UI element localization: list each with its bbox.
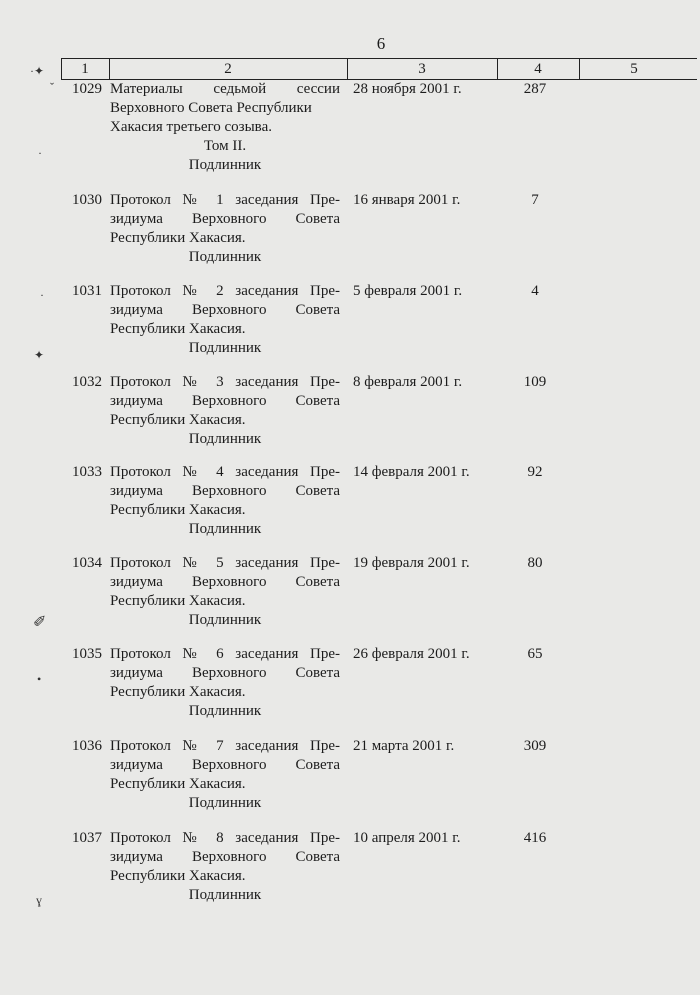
record-number: 1035 <box>72 646 102 662</box>
record-number: 1029 <box>72 81 102 97</box>
original-label: Подлинник <box>188 340 262 356</box>
record-number: 1030 <box>72 192 102 208</box>
original-label: Подлинник <box>188 887 262 903</box>
record-description <box>110 191 340 267</box>
header-col-3: 3 <box>418 61 426 77</box>
description-line: Республики Хакасия. <box>110 321 246 337</box>
header-col-2: 2 <box>224 61 232 77</box>
original-label: Подлинник <box>188 703 262 719</box>
record-pages: 80 <box>527 555 543 571</box>
scan-speck: · <box>38 146 42 160</box>
description-line: Протокол № 7 заседания Пре- <box>110 738 340 754</box>
description-line: Протокол № 2 заседания Пре- <box>110 283 340 299</box>
record-pages: 109 <box>523 374 547 390</box>
record-number: 1036 <box>72 738 102 754</box>
record-pages: 7 <box>531 192 539 208</box>
original-label: Подлинник <box>188 249 262 265</box>
description-line: зидиума Верховного Совета <box>110 211 340 227</box>
description-line: Республики Хакасия. <box>110 593 246 609</box>
volume-label: Том II. <box>203 138 247 154</box>
record-date: 19 февраля 2001 г. <box>353 555 470 571</box>
description-line: Протокол № 6 заседания Пре- <box>110 646 340 662</box>
description-line: Республики Хакасия. <box>110 684 246 700</box>
description-line: зидиума Верховного Совета <box>110 849 340 865</box>
header-col-5: 5 <box>630 61 638 77</box>
original-label: Подлинник <box>188 795 262 811</box>
record-pages: 92 <box>527 464 543 480</box>
description-line: Республики Хакасия. <box>110 502 246 518</box>
record-number: 1037 <box>72 830 102 846</box>
description-line: зидиума Верховного Совета <box>110 302 340 318</box>
scan-speck: ✐ <box>33 614 47 631</box>
record-description <box>110 282 340 358</box>
original-label: Подлинник <box>188 521 262 537</box>
record-date: 28 ноября 2001 г. <box>353 81 462 97</box>
header-col-4: 4 <box>534 61 542 77</box>
record-pages: 4 <box>531 283 539 299</box>
scan-speck: ɣ <box>36 893 42 907</box>
record-date: 21 марта 2001 г. <box>353 738 455 754</box>
description-line: Протокол № 4 заседания Пре- <box>110 464 340 480</box>
description-line: Республики Хакасия. <box>110 868 246 884</box>
record-description <box>110 373 340 449</box>
table-header <box>61 58 697 80</box>
original-label: Подлинник <box>188 431 262 447</box>
description-line: зидиума Верховного Совета <box>110 483 340 499</box>
description-line: Протокол № 5 заседания Пре- <box>110 555 340 571</box>
description-line: Материалы седьмой сессии <box>110 81 340 97</box>
description-line: зидиума Верховного Совета <box>110 757 340 773</box>
scan-speck: ·✦ <box>30 64 45 78</box>
description-line: Протокол № 3 заседания Пре- <box>110 374 340 390</box>
description-line: Республики Хакасия. <box>110 230 246 246</box>
record-date: 16 января 2001 г. <box>353 192 461 208</box>
scan-speck: ✦ <box>34 348 45 362</box>
record-description <box>110 737 340 813</box>
record-number: 1033 <box>72 464 102 480</box>
record-date: 10 апреля 2001 г. <box>353 830 461 846</box>
scan-speck: ˇ <box>50 80 54 94</box>
original-label: Подлинник <box>188 157 262 173</box>
scan-speck: • <box>37 672 42 686</box>
record-pages: 287 <box>523 81 547 97</box>
record-pages: 309 <box>523 738 547 754</box>
record-number: 1032 <box>72 374 102 390</box>
description-line: Протокол № 8 заседания Пре- <box>110 830 340 846</box>
description-line: Республики Хакасия. <box>110 776 246 792</box>
record-number: 1031 <box>72 283 102 299</box>
record-date: 14 февраля 2001 г. <box>353 464 470 480</box>
description-line: зидиума Верховного Совета <box>110 393 340 409</box>
record-date: 5 февраля 2001 г. <box>353 283 463 299</box>
description-line: Республики Хакасия. <box>110 412 246 428</box>
description-line: зидиума Верховного Совета <box>110 574 340 590</box>
description-line: Верховного Совета Республики <box>110 100 312 116</box>
record-number: 1034 <box>72 555 102 571</box>
original-label: Подлинник <box>188 612 262 628</box>
page-number: 6 <box>376 34 386 53</box>
description-line: зидиума Верховного Совета <box>110 665 340 681</box>
record-description <box>110 80 340 175</box>
header-col-1: 1 <box>81 61 89 77</box>
record-pages: 65 <box>527 646 543 662</box>
scan-speck: · <box>40 288 44 302</box>
description-line: Хакасия третьего созыва. <box>110 119 272 135</box>
record-pages: 416 <box>523 830 547 846</box>
record-description <box>110 645 340 721</box>
record-date: 26 февраля 2001 г. <box>353 646 470 662</box>
record-description <box>110 463 340 539</box>
description-line: Протокол № 1 заседания Пре- <box>110 192 340 208</box>
record-date: 8 февраля 2001 г. <box>353 374 463 390</box>
record-description <box>110 554 340 630</box>
record-description <box>110 829 340 905</box>
